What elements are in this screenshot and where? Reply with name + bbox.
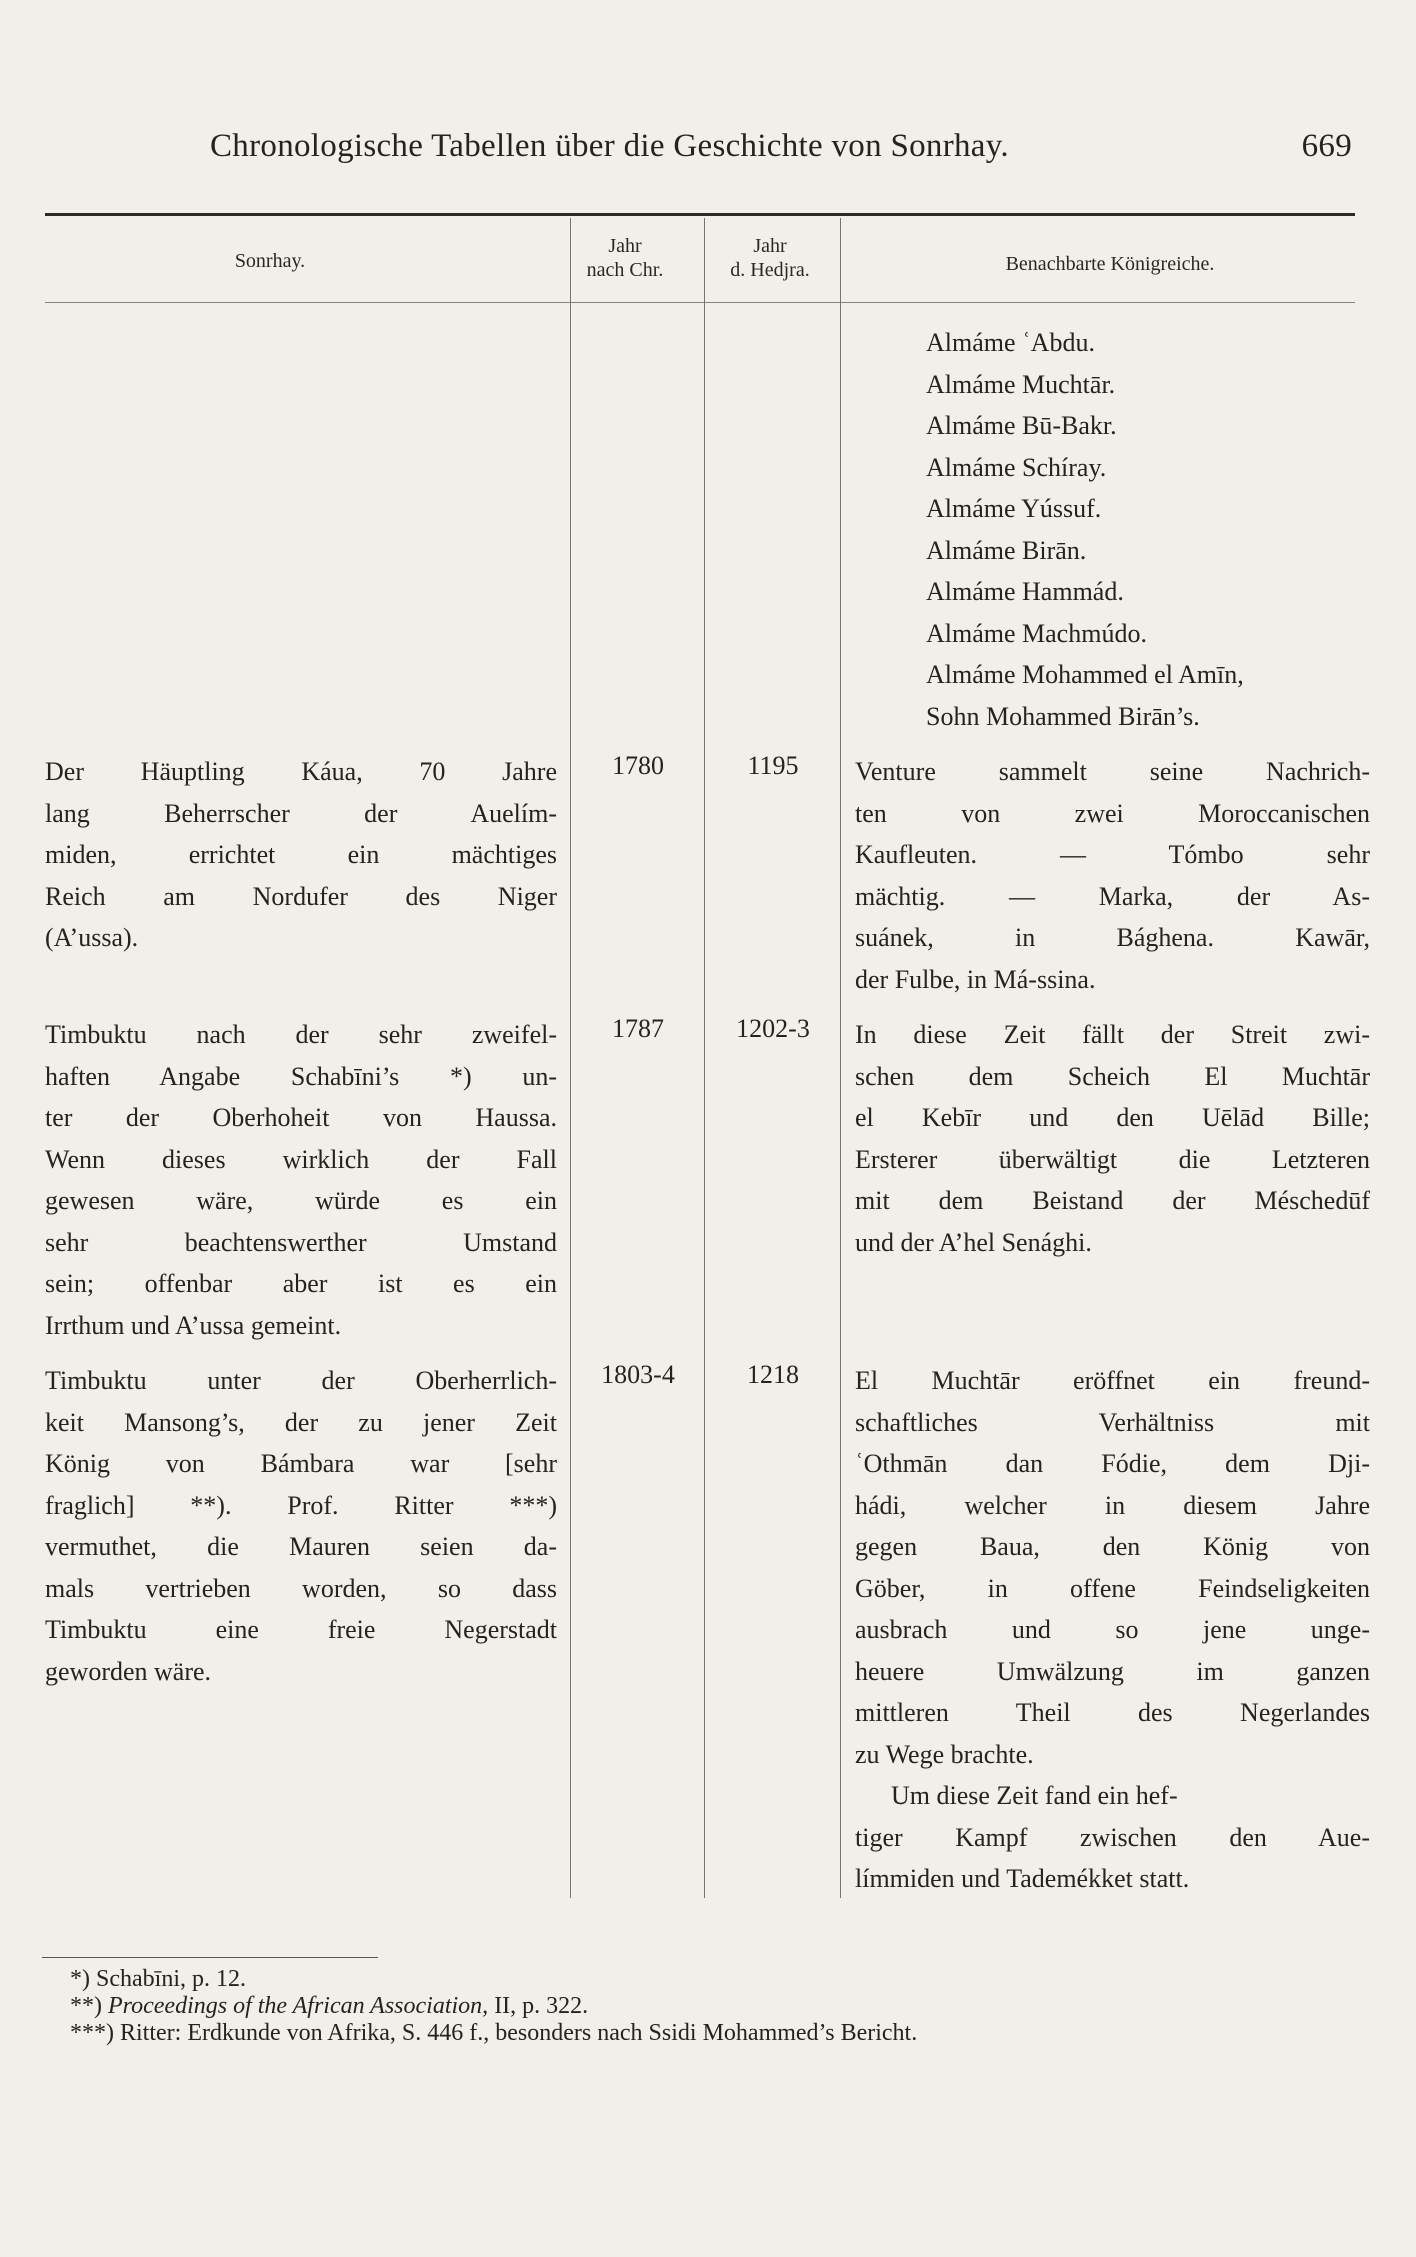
text-line: Timbuktu unter der Oberherrlich- — [45, 1366, 557, 1395]
column-divider-2 — [704, 218, 705, 1898]
column-header-neighbors: Benachbarte Königreiche. — [1005, 253, 1215, 275]
text-line: Venture sammelt seine Nachrich- — [855, 757, 1370, 786]
text-line: Timbuktu nach der sehr zweifel- — [45, 1020, 557, 1049]
column-header-sonrhay: Sonrhay. — [234, 250, 306, 272]
entry-1787-sonrhay — [45, 1014, 557, 1346]
text-line: Irrthum und A’ussa gemeint. — [45, 1310, 342, 1340]
column-header-year-hedjra-line2: d. Hedjra. — [730, 259, 810, 281]
footnote-rule — [42, 1957, 378, 1958]
almame-line: Almáme Hammád. — [926, 577, 1124, 606]
almame-line: Almáme Yússuf. — [926, 494, 1102, 523]
entry-1787-year-chr: 1787 — [612, 1014, 664, 1043]
column-header-year-chr-line2: nach Chr. — [586, 259, 664, 281]
footnote-3: ***) Ritter: Erdkunde von Afrika, S. 446 f., besonders nach Ssidi Mohammed’s Bericht. — [70, 2020, 918, 2046]
table-top-rule — [45, 213, 1355, 216]
footnote-1: *) Schabīni, p. 12. — [70, 1966, 246, 1992]
text-line: sein; offenbar aber ist es ein — [45, 1269, 557, 1298]
text-line: mittleren Theil des Negerlandes — [855, 1698, 1370, 1727]
entry-1780-year-chr: 1780 — [612, 751, 664, 780]
text-line: Der Häuptling Káua, 70 Jahre — [45, 757, 557, 786]
text-line: hádi, welcher in diesem Jahre — [855, 1490, 1370, 1520]
column-header-year-hedjra — [700, 234, 840, 282]
text-line: ten von zwei Moroccanischen — [855, 798, 1370, 828]
text-line: mals vertrieben worden, so dass — [45, 1573, 557, 1603]
column-divider-3 — [840, 218, 841, 1898]
text-line: Um diese Zeit fand ein hef- — [891, 1781, 1178, 1810]
footnotes — [70, 1966, 917, 2047]
column-header-year-hedjra-line1: Jahr — [753, 235, 787, 257]
almame-line: Almáme Muchtār. — [926, 369, 1116, 399]
text-line: In diese Zeit fällt der Streit zwi- — [855, 1020, 1370, 1049]
footnote-2 — [70, 1993, 917, 2020]
page-number: 669 — [1301, 128, 1352, 164]
entry-1780-neighbors — [855, 751, 1370, 1000]
footnote-2-rest: II, p. 322. — [488, 1993, 589, 2019]
text-line: límmiden und Tademékket statt. — [855, 1864, 1190, 1893]
footnote-2-title: Proceedings of the African Association, — [108, 1993, 489, 2019]
almame-line: Almáme Bū-Bakr. — [926, 411, 1117, 440]
text-line: gegen Baua, den König von — [855, 1532, 1370, 1561]
column-header-year-chr — [560, 234, 690, 282]
text-line: mächtig. — Marka, der As- — [855, 881, 1370, 911]
text-line: geworden wäre. — [45, 1656, 212, 1686]
text-line: schaftliches Verhältniss mit — [855, 1407, 1370, 1437]
text-line: lang Beherrscher der Auelím- — [45, 798, 557, 828]
header-rule — [45, 302, 1355, 303]
running-head — [210, 128, 1352, 168]
text-line: suánek, in Bághena. Kawār, — [855, 923, 1370, 952]
entry-1803-neighbors — [855, 1360, 1370, 1900]
text-line: ausbrach und so jene unge- — [855, 1615, 1370, 1644]
text-line: heuere Umwälzung im ganzen — [855, 1656, 1370, 1686]
almame-line: Almáme Birān. — [926, 535, 1087, 565]
text-line: haften Angabe Schabīni’s *) un- — [45, 1061, 557, 1091]
text-line: mit dem Beistand der Méschedūf — [855, 1186, 1370, 1215]
text-line: el Kebīr und den Uēlād Bille; — [855, 1103, 1370, 1132]
running-title: Chronologische Tabellen über die Geschichte von Sonrhay. — [210, 128, 1009, 164]
text-line: Reich am Nordufer des Niger — [45, 881, 557, 911]
text-line: Kaufleuten. — Tómbo sehr — [855, 840, 1370, 869]
text-line: der Fulbe, in Má-ssina. — [855, 964, 1096, 994]
text-line: miden, errichtet ein mächtiges — [45, 840, 557, 869]
text-line: gewesen wäre, würde es ein — [45, 1186, 557, 1215]
almame-line: Almáme Machmúdo. — [926, 618, 1147, 648]
text-line: El Muchtār eröffnet ein freund- — [855, 1366, 1370, 1395]
text-line: Göber, in offene Feindseligkeiten — [855, 1573, 1370, 1603]
entry-1787-year-hedjra: 1202-3 — [736, 1014, 810, 1043]
text-line: sehr beachtenswerther Umstand — [45, 1227, 557, 1257]
text-line: (A’ussa). — [45, 923, 139, 952]
column-header-year-chr-line1: Jahr — [608, 235, 642, 257]
text-line: und der A’hel Senághi. — [855, 1227, 1092, 1257]
text-line: Timbuktu eine freie Negerstadt — [45, 1615, 557, 1644]
entry-1787-neighbors — [855, 1014, 1370, 1263]
text-line: tiger Kampf zwischen den Aue- — [855, 1822, 1370, 1852]
almame-line: Almáme ʿAbdu. — [926, 328, 1095, 357]
almame-line: Almáme Mohammed el Amīn, — [926, 660, 1244, 689]
text-line: Wenn dieses wirklich der Fall — [45, 1144, 557, 1174]
entry-1780-sonrhay — [45, 751, 557, 959]
footnote-2-marker: **) — [70, 1993, 108, 2019]
text-line: fraglich] **). Prof. Ritter ***) — [45, 1490, 557, 1520]
text-line: zu Wege brachte. — [855, 1739, 1034, 1769]
almame-line: Sohn Mohammed Birān’s. — [926, 701, 1200, 731]
text-line: schen dem Scheich El Muchtār — [855, 1061, 1370, 1091]
column-divider-1 — [570, 218, 571, 1898]
entry-1803-year-hedjra: 1218 — [747, 1360, 799, 1389]
text-line: ter der Oberhoheit von Haussa. — [45, 1103, 557, 1132]
almame-list — [926, 322, 1366, 737]
text-line: Ersterer überwältigt die Letzteren — [855, 1144, 1370, 1174]
text-line: vermuthet, die Mauren seien da- — [45, 1532, 557, 1561]
entry-1803-sonrhay — [45, 1360, 557, 1692]
text-line: ʿOthmān dan Fódie, dem Dji- — [855, 1449, 1370, 1478]
text-line: König von Bámbara war [sehr — [45, 1449, 557, 1478]
entry-1780-year-hedjra: 1195 — [747, 751, 799, 780]
text-line: keit Mansong’s, der zu jener Zeit — [45, 1407, 557, 1437]
entry-1803-year-chr: 1803-4 — [601, 1360, 675, 1389]
almame-line: Almáme Schíray. — [926, 452, 1107, 482]
